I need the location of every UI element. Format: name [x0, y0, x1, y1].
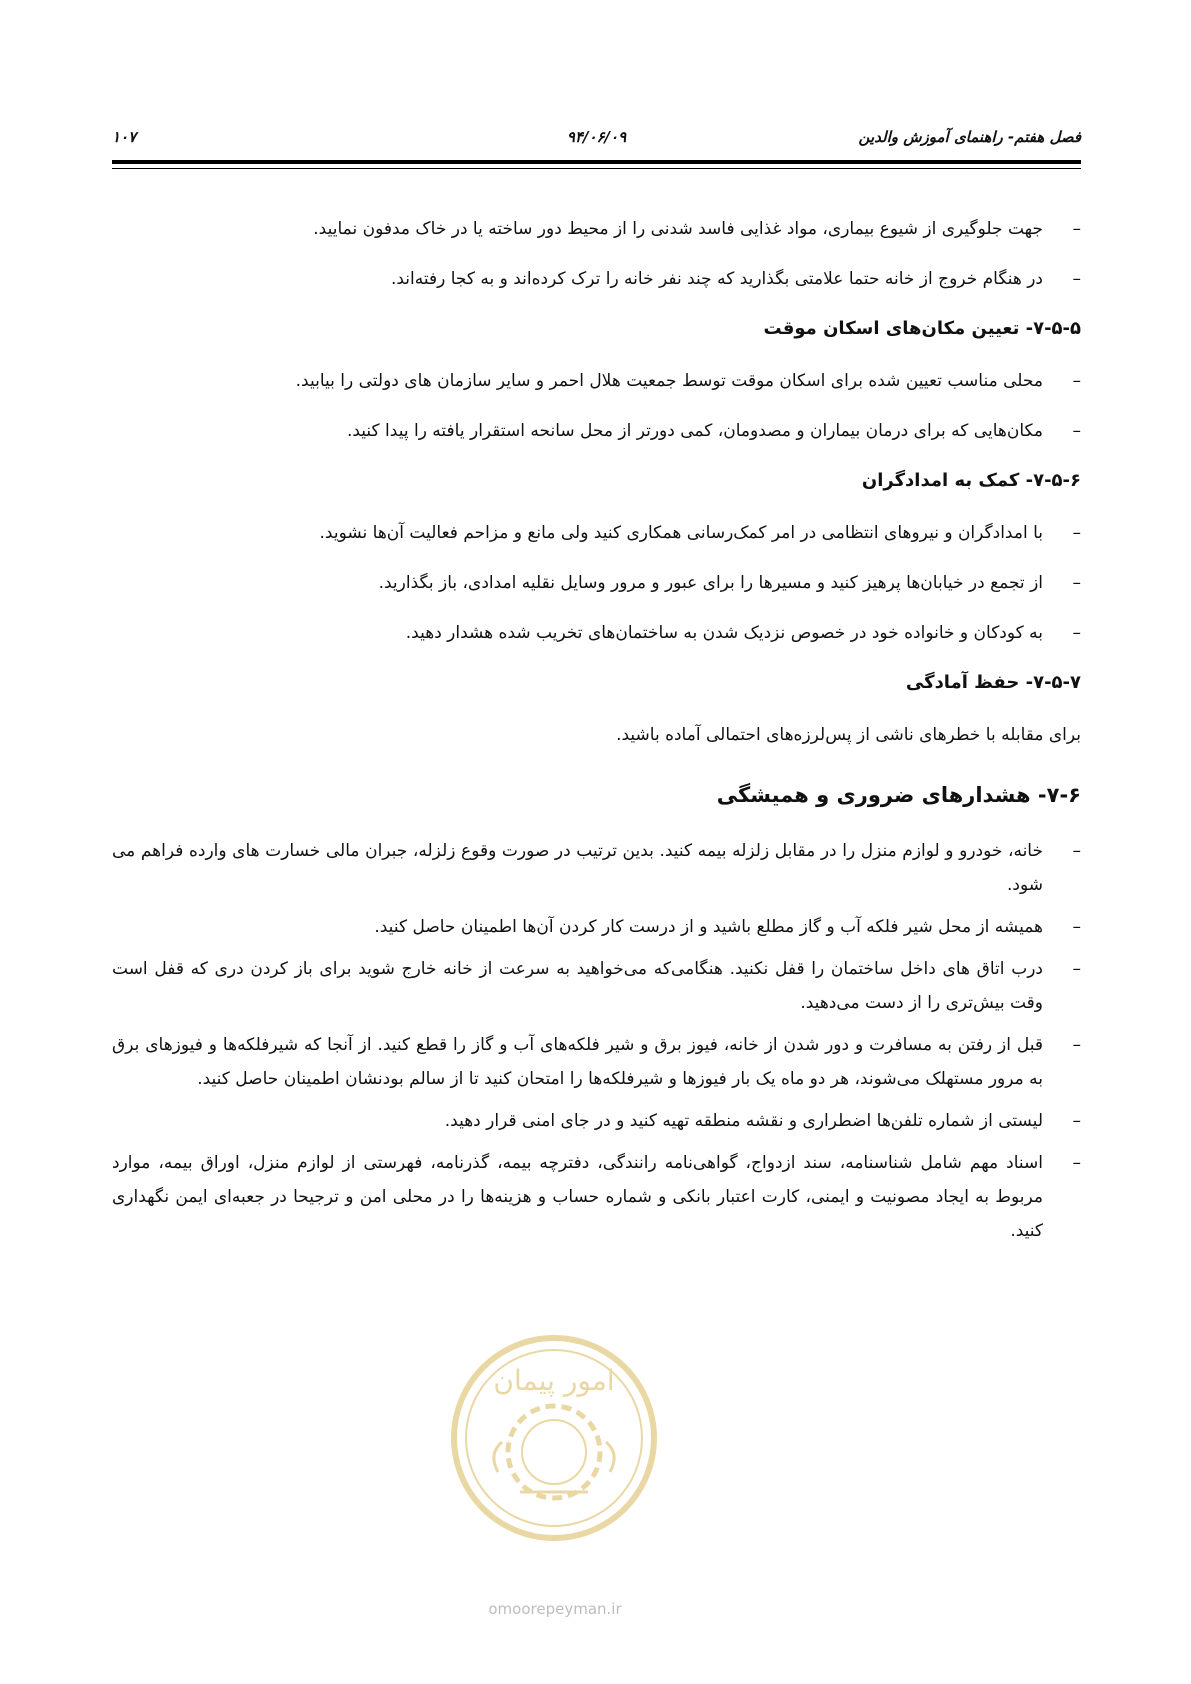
header-rule-thick [112, 160, 1081, 164]
section-heading-7-5-5: ۷-۵-۵- تعیین مکان‌های اسکان موقت [763, 318, 1081, 339]
list-item: – مکان‌هایی که برای درمان بیماران و مصدومان، کمی دورتر از محل سانحه استقرار یافته را پیدا کنید. [112, 414, 1043, 448]
list-item: – همیشه از محل شیر فلکه آب و گاز مطلع باشید و از درست کار کردن آن‌ها اطمینان حاصل کنید. [112, 910, 1043, 944]
page-number: ۱۰۷ [112, 128, 137, 146]
intro-bullet-list [112, 212, 1081, 296]
list-item: – با امدادگران و نیروهای انتظامی در امر کمک‌رسانی همکاری کنید ولی مانع و مزاحم فعالیت آن‌ها نشوید. [112, 516, 1043, 550]
chapter-title: فصل هفتم- راهنمای آموزش والدین [858, 128, 1081, 146]
svg-text:امور پیمان: امور پیمان [493, 1364, 615, 1397]
list-item: – جهت جلوگیری از شیوع بیماری، مواد غذایی فاسد شدنی را از محیط دور ساخته یا در خاک مدفون نمایید. [112, 212, 1043, 246]
section-7-5-7-paragraph: برای مقابله با خطرهای ناشی از پس‌لرزه‌های احتمالی آماده باشید. [616, 725, 1081, 745]
section-7-5-5-list [112, 364, 1081, 448]
page-header [112, 126, 1081, 152]
page-body [112, 212, 1081, 1256]
watermark-website: omoorepeyman.ir [488, 1600, 622, 1618]
section-7-6-list [112, 834, 1081, 1248]
list-item: – قبل از رفتن به مسافرت و دور شدن از خانه، فیوز برق و شیر فلکه‌های آب و گاز را قطع کنید. از آنجا که شیرفلکه‌ها و فیوزهای برق به مرور مستهلک می‌شوند، هر دو ماه یک بار فیوزها و شیرفلکه‌ها را امتحان کنید تا از سالم بودنشان اطمینان حاصل کنید. [112, 1028, 1043, 1096]
list-item: – به کودکان و خانواده خود در خصوص نزدیک شدن به ساختمان‌های تخریب شده هشدار دهید. [112, 616, 1043, 650]
list-item: – در هنگام خروج از خانه حتما علامتی بگذارید که چند نفر خانه را ترک کرده‌اند و به کجا رفته‌اند. [112, 262, 1043, 296]
list-item: – محلی مناسب تعیین شده برای اسکان موقت توسط جمعیت هلال احمر و سایر سازمان های دولتی را بیابید. [112, 364, 1043, 398]
section-7-5-6-list [112, 516, 1081, 650]
list-item: – از تجمع در خیابان‌ها پرهیز کنید و مسیرها را برای عبور و مرور وسایل نقلیه امدادی، باز بگذارید. [112, 566, 1043, 600]
section-heading-7-5-6: ۷-۵-۶- کمک به امدادگران [861, 470, 1081, 491]
section-heading-7-5-7: ۷-۵-۷- حفظ آمادگی [905, 672, 1081, 693]
watermark-seal [448, 1332, 660, 1544]
header-date: ۹۴/۰۶/۰۹ [566, 128, 627, 146]
list-item: – خانه، خودرو و لوازم منزل را در مقابل زلزله بیمه کنید. بدین ترتیب در صورت وقوع زلزله، جبران مالی خسارت های وارده فراهم می شود. [112, 834, 1043, 902]
section-heading-7-6: ۷-۶- هشدارهای ضروری و همیشگی [716, 783, 1081, 807]
list-item: – درب اتاق های داخل ساختمان را قفل نکنید. هنگامی‌که می‌خواهید به سرعت از خانه خارج شوید برای باز کردن دری که قفل است وقت بیش‌تری را از دست می‌دهید. [112, 952, 1043, 1020]
header-rule-thin [112, 168, 1081, 169]
list-item: – لیستی از شماره تلفن‌ها اضطراری و نقشه منطقه تهیه کنید و در جای امنی قرار دهید. [112, 1104, 1043, 1138]
list-item: – اسناد مهم شامل شناسنامه، سند ازدواج، گواهی‌نامه رانندگی، دفترچه بیمه، گذرنامه، فهرستی از لوازم منزل، اوراق بیمه، موارد مربوط به ایجاد مصونیت و ایمنی، کارت اعتبار بانکی و شماره حساب و هزینه‌ها را در محلی امن و ترجیحا در جعبه‌ای ایمن نگهداری کنید. [112, 1146, 1043, 1248]
